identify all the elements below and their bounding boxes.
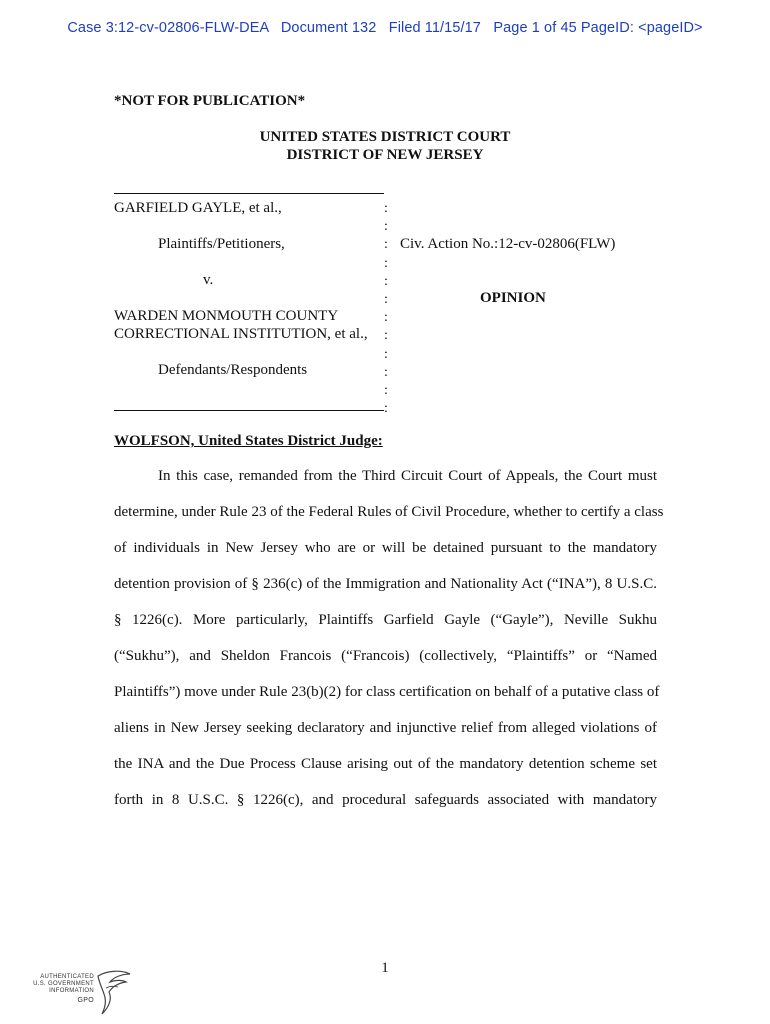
body-line: of individuals in New Jersey who are or will be detained pursuant to the mandatory <box>114 540 657 556</box>
body-line: In this case, remanded from the Third Circuit Court of Appeals, the Court must <box>158 468 657 484</box>
caption-bottom-rule <box>114 410 384 411</box>
gpo-text-line: AUTHENTICATED <box>40 974 94 980</box>
caption-colon: : <box>384 292 388 308</box>
judge-heading: WOLFSON, United States District Judge: <box>114 433 383 449</box>
gpo-text-line: GPO <box>77 997 94 1004</box>
body-line: forth in 8 U.S.C. § 1226(c), and procedural safeguards associated with mandatory <box>114 792 657 808</box>
eagle-icon <box>92 968 136 1016</box>
civil-action-number: Civ. Action No.:12-cv-02806(FLW) <box>400 236 616 252</box>
body-line: determine, under Rule 23 of the Federal Rules of Civil Procedure, whether to certify a class <box>114 504 664 520</box>
plaintiff-role: Plaintiffs/Petitioners, <box>158 236 285 252</box>
court-district: DISTRICT OF NEW JERSEY <box>286 147 484 163</box>
caption-colon: : <box>384 383 388 399</box>
gpo-authentication-logo <box>30 968 140 1018</box>
caption-colon: : <box>384 346 388 362</box>
defendant-name-line1: WARDEN MONMOUTH COUNTY <box>114 308 339 324</box>
gpo-text-line: INFORMATION <box>49 988 94 994</box>
caption-colon: : <box>384 219 388 235</box>
versus-label: v. <box>203 272 214 288</box>
defendant-name-line2: CORRECTIONAL INSTITUTION, et al., <box>114 326 368 342</box>
caption-colon: : <box>384 273 388 289</box>
document-type-heading: OPINION <box>480 290 546 306</box>
gpo-text-line: U.S. GOVERNMENT <box>33 981 94 987</box>
plaintiff-name: GARFIELD GAYLE, et al., <box>114 200 282 216</box>
publication-notice: *NOT FOR PUBLICATION* <box>114 93 306 109</box>
caption-colon: : <box>384 201 388 216</box>
case-header-stamp: Case 3:12-cv-02806-FLW-DEA Document 132 Filed 11/15/17 Page 1 of 45 PageID: <pageID> <box>67 20 703 36</box>
caption-colon: : <box>384 310 388 326</box>
caption-colon: : <box>384 364 388 380</box>
body-line: Plaintiffs”) move under Rule 23(b)(2) for class certification on behalf of a putative class of <box>114 684 660 700</box>
body-line: detention provision of § 236(c) of the Immigration and Nationality Act (“INA”), 8 U.S.C. <box>114 576 657 592</box>
caption-colon: : <box>384 255 388 271</box>
page-number: 1 <box>381 960 389 976</box>
body-line: § 1226(c). More particularly, Plaintiffs Garfield Gayle (“Gayle”), Neville Sukhu <box>114 612 657 628</box>
caption-colon: : <box>384 401 388 417</box>
caption-colon-column <box>384 200 392 418</box>
defendant-role: Defendants/Respondents <box>158 362 308 378</box>
caption-colon: : <box>384 328 388 344</box>
caption-top-rule <box>114 193 384 194</box>
court-name: UNITED STATES DISTRICT COURT <box>259 129 511 145</box>
body-line: (“Sukhu”), and Sheldon Francois (“Francois) (collectively, “Plaintiffs” or “Named <box>114 648 657 664</box>
body-line: aliens in New Jersey seeking declaratory and injunctive relief from alleged violations of <box>114 720 657 736</box>
caption-colon: : <box>384 237 388 253</box>
body-line: the INA and the Due Process Clause arising out of the mandatory detention scheme set <box>114 756 657 772</box>
